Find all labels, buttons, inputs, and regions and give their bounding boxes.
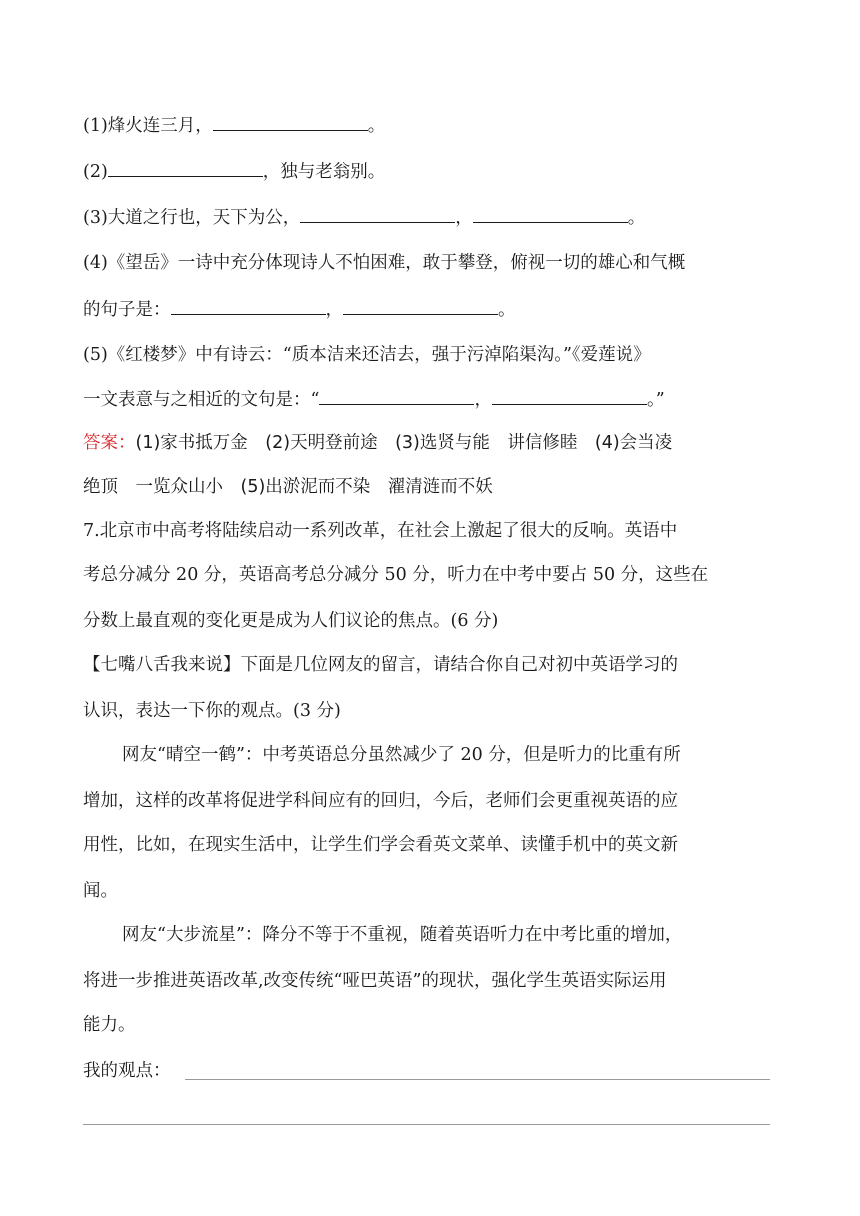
question-4-line-1: (4)《望岳》一诗中充分体现诗人不怕困难，敢于攀登，俯视一切的雄心和气概 [83,253,686,273]
question-5-prefix: 一文表意与之相近的文句是：“ [83,390,320,410]
comment-1-line-4: 闻。 [83,881,118,901]
question-4-prefix: 的句子是： [83,300,171,320]
question-1-suffix: 。 [367,116,386,136]
answer-line-2: 绝顶 一览众山小 (5)出淤泥而不染 濯清涟而不妖 [83,477,493,497]
question-5-line-2 [83,384,783,415]
answer-line-1 [83,428,783,458]
answer-blank[interactable] [300,202,455,223]
answer-text: (1)家书抵万金 (2)天明登前途 (3)选贤与能 讲信修睦 (4)会当凌 [135,433,673,453]
question-1 [83,110,783,141]
answer-line-field-2[interactable] [83,1124,770,1125]
question-4-line-2 [83,294,783,325]
answer-blank[interactable] [492,384,647,405]
question-2-suffix: ，独与老翁别。 [262,162,386,182]
question-2-prefix: (2) [83,162,108,182]
my-view-label: 我的观点： [83,1061,171,1081]
comment-2-line-3: 能力。 [83,1015,136,1035]
question-3-mid: ， [455,208,473,228]
sub-question-line-2: 认识，表达一下你的观点。(3 分) [83,701,341,721]
answer-blank[interactable] [473,202,628,223]
answer-blank[interactable] [108,156,263,177]
question-4-mid: ， [325,300,343,320]
answer-blank[interactable] [171,294,326,315]
comment-1-line-3: 用性，比如，在现实生活中，让学生们学会看英文菜单、读懂手机中的英文新 [83,835,678,855]
question-1-prefix: (1)烽火连三月， [83,116,213,136]
question-5-suffix: 。” [646,390,665,410]
question-5-mid: ， [474,390,492,410]
answer-blank[interactable] [213,110,368,131]
question-7-line-3: 分数上最直观的变化更是成为人们议论的焦点。(6 分) [83,611,499,631]
question-3-suffix: 。 [627,208,646,228]
comment-2-line-2: 将进一步推进英语改革,改变传统“哑巴英语”的现状，强化学生英语实际运用 [83,971,667,991]
answer-label: 答案： [83,433,136,453]
answer-blank[interactable] [343,294,498,315]
question-3 [83,202,783,233]
question-3-prefix: (3)大道之行也，天下为公， [83,208,301,228]
question-7-line-1: 7.北京市中高考将陆续启动一系列改革，在社会上激起了很大的反响。英语中 [83,521,678,541]
comment-2-line-1: 网友“大步流星”：降分不等于不重视，随着英语听力在中考比重的增加， [122,925,683,945]
question-4-suffix: 。 [498,300,516,320]
comment-1-line-1: 网友“晴空一鹤”：中考英语总分虽然减少了 20 分，但是听力的比重有所 [122,745,681,765]
question-5-line-1: (5)《红楼梦》中有诗云：“质本洁来还洁去，强于污淖陷渠沟。”《爱莲说》 [83,345,651,365]
answer-line-field-1[interactable] [185,1079,770,1080]
answer-blank[interactable] [319,384,474,405]
question-2 [83,156,783,187]
question-7-line-2: 考总分减分 20 分，英语高考总分减分 50 分，听力在中考中要占 50 分，这些在 [83,565,709,585]
sub-question-line-1: 【七嘴八舌我来说】下面是几位网友的留言，请结合你自己对初中英语学习的 [83,655,678,675]
comment-1-line-2: 增加，这样的改革将促进学科间应有的回归，今后，老师们会更重视英语的应 [83,791,678,811]
